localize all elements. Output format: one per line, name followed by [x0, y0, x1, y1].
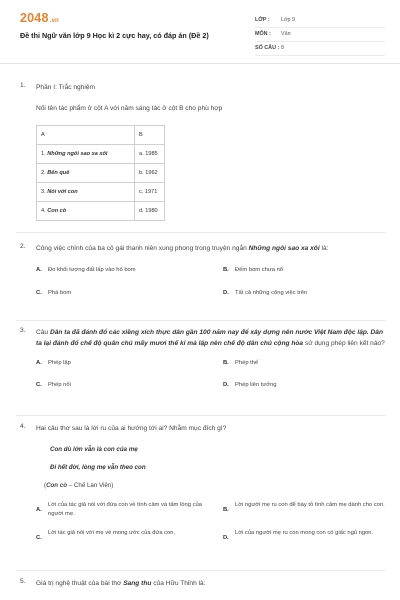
year-cell: d. 1980: [135, 202, 165, 221]
row-number: 3.: [41, 189, 46, 195]
exam-meta: [255, 14, 385, 56]
answer-options: A. Phép lặp B. Phép thế C. Phép nối D. Phép liên tưởng: [36, 360, 277, 388]
work-title: Bến quê: [47, 170, 70, 176]
year-cell: b. 1962: [135, 164, 165, 183]
question-body: [36, 243, 385, 316]
question-text: Công việc chính của ba cô gái thanh niên xung phong trong truyện ngắn Những ngôi sao xa xôi là:: [36, 245, 329, 252]
question-body: [36, 578, 385, 589]
question-text: Câu Dân ta đã đánh đổ các xiềng xích thực dân gần 100 năm nay để xây dựng nên nước Việt Nam độc lập. Dân ta lại đánh đổ chế độ quân chủ mấy mươi thế kỉ mà lập nên chế độ dân chủ cộng hòa sử dụng phép liên kết nào?: [36, 329, 385, 347]
question-number: 5.: [20, 578, 26, 585]
meta-value: Văn: [281, 31, 291, 37]
page-header: [0, 0, 400, 64]
work-title: Con cò: [47, 208, 67, 214]
question-number: 3.: [20, 327, 26, 334]
poem-line: Con dù lớn vẫn là con của mẹ: [50, 446, 138, 453]
meta-label: SỐ CÂU :: [255, 45, 280, 51]
meta-label: MÔN :: [255, 31, 271, 37]
poem-source: (Con cò – Chế Lan Viên): [44, 482, 114, 489]
table-row: [37, 183, 165, 202]
meta-label: LỚP :: [255, 17, 270, 23]
meta-row-subject: [255, 28, 385, 42]
table-row: [37, 145, 165, 164]
question-text: Hai câu thơ sau là lời ru của ai hướng tới ai? Nhằm mục đích gì?: [36, 425, 227, 432]
work-title: Sang thu: [123, 580, 152, 587]
row-number: 1.: [41, 151, 46, 157]
meta-row-grade: [255, 14, 385, 28]
question-number: 4.: [20, 423, 26, 430]
year-cell: c. 1971: [135, 183, 165, 202]
page-title: Đề thi Ngữ văn lớp 9 Học kì 2 cực hay, có đáp án (Đề 2): [20, 31, 209, 40]
question-text: Giá trị nghệ thuật của bài thơ Sang thu của Hữu Thỉnh là:: [36, 580, 206, 587]
logo-suffix: .vn: [49, 18, 59, 24]
table-header-row: [37, 126, 165, 145]
question-body: [36, 327, 385, 409]
quoted-sentence: Dân ta đã đánh đổ các xiềng xích thực dân gần 100 năm nay để xây dựng nên nước Việt Nam độc lập. Dân ta lại đánh đổ chế độ quân chủ mấy mươi thế kỉ mà lập nên chế độ dân chủ cộng hòa: [36, 329, 384, 347]
work-title: Nói với con: [47, 189, 78, 195]
year-cell: a. 1985: [135, 145, 165, 164]
meta-value: 8: [281, 45, 284, 51]
divider: [16, 415, 386, 416]
work-title: Con cò: [46, 482, 68, 489]
question-body: [36, 423, 385, 561]
meta-row-count: [255, 42, 385, 56]
row-number: 4.: [41, 208, 46, 214]
meta-value: Lớp 9: [281, 17, 296, 23]
table-header-b: B: [135, 126, 165, 145]
question-number: 1.: [20, 82, 26, 89]
work-title: Những ngôi sao xa xôi: [248, 245, 320, 252]
logo-text: 2048: [20, 11, 49, 25]
question-number: 2.: [20, 243, 26, 250]
answer-options: A. Đo khối lượng đất lấp vào hố bom B. Đếm bom chưa nổ C. Phá bom D. Tất cả những công việc trên: [36, 267, 308, 296]
divider: [16, 320, 386, 321]
site-logo[interactable]: [20, 11, 59, 25]
matching-table: [36, 125, 165, 221]
poem-line: Đi hết đời, lòng mẹ vẫn theo con: [50, 464, 146, 471]
table-header-a: A: [37, 126, 135, 145]
work-title: Những ngôi sao xa xôi: [47, 151, 108, 157]
question-body: [36, 82, 385, 221]
table-row: [37, 164, 165, 183]
divider: [16, 232, 386, 233]
table-row: [37, 202, 165, 221]
row-number: 2.: [41, 170, 46, 176]
divider: [16, 570, 386, 571]
question-instruction: Nối tên tác phẩm ở cột A với năm sáng tác ở cột B cho phù hợp: [36, 105, 223, 112]
section-heading: Phần I: Trắc nghiệm: [36, 84, 96, 91]
answer-options: A. Lời của tác giả nói với đứa con về tình cảm và tấm lòng của người mẹ. B. Lời người mẹ ru con để bày tỏ tình cảm mẹ dành cho con. C. Lời tác giả nói với mẹ về mong ước của đứa con. D. Lời của người mẹ ru con mong con có giấc ngủ ngon.: [36, 502, 385, 541]
